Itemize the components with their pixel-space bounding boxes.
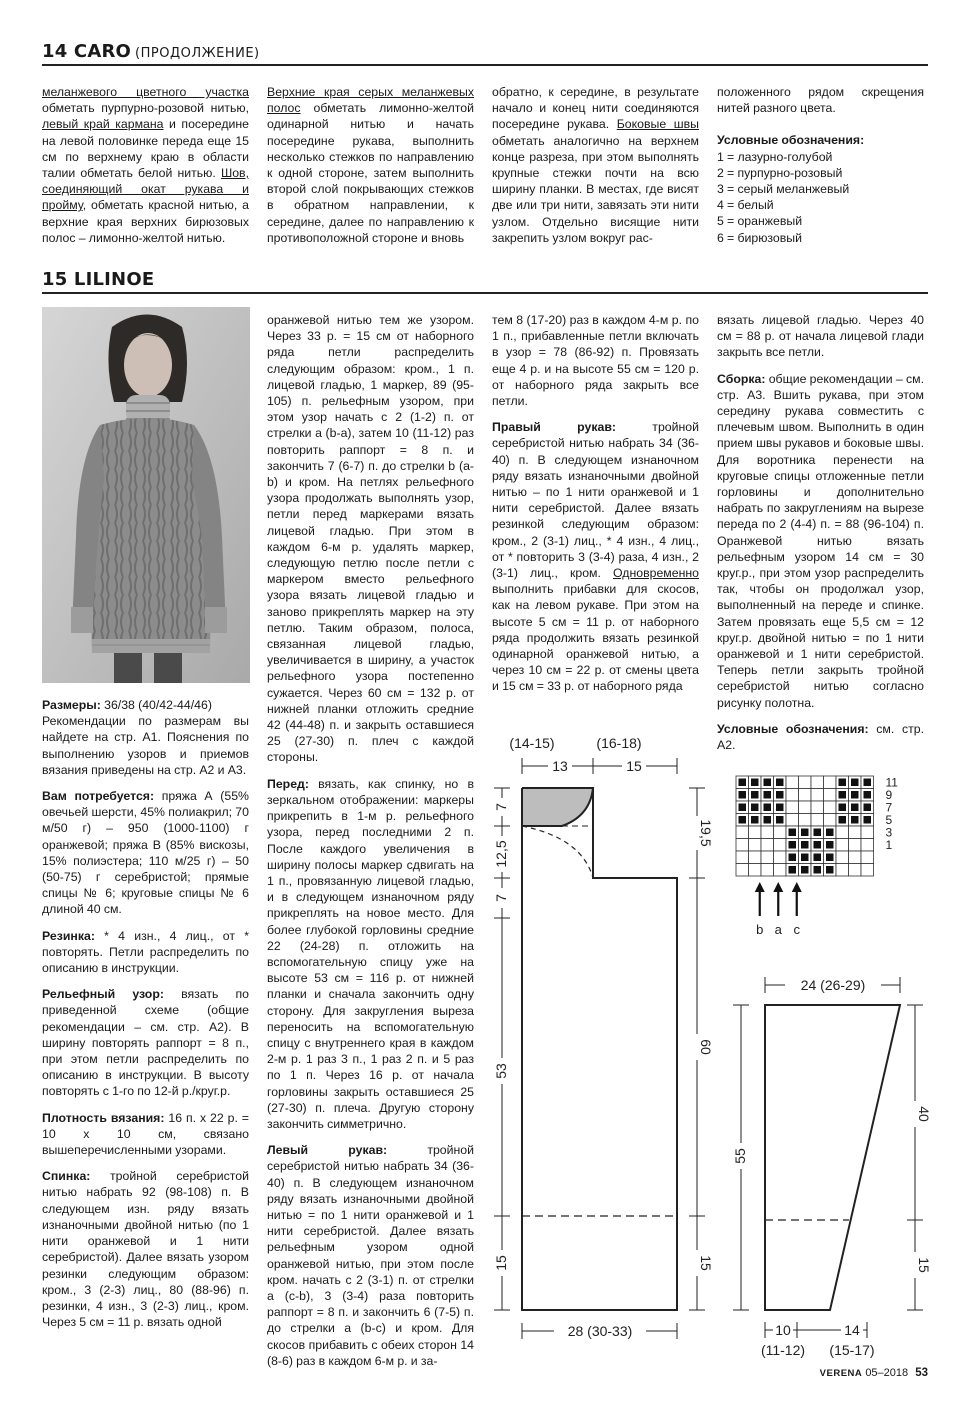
chart-cell [774,864,787,877]
chart-row-number: 11 [885,775,898,790]
chart-cell [836,864,849,877]
right-sleeve-label: Правый рукав: [492,420,616,435]
right-sleeve-text-1: тройной серебристой нитью набрать 34 (36-40) п. В следующем изнаночном ряду вязать изнаночными двойной нитью – по 1 нити оранжевой и 1 нити серебристой. Далее вязать резинкой следующим образом: кром., 2 (3-1) лиц., * 4 изн., 4 лиц., от * повторить 3 (3-4) раза, 4 изн., 2 (3-1) лиц., кром. [492,420,699,581]
chart-cell [849,826,862,839]
sleeve-schematic [727,965,932,1365]
chart-arrow-head [773,882,783,892]
left-sleeve-text: тройной серебристой нитью набрать 34 (36-40) п. В следующем изнаночном ряду вязать изнаночными двойной нитью = по 1 нити оранжевой и 1 нити серебристой. Далее вязать рельефным узором одной оранжевой нитью, при этом после кром. начать с 2 (3-1) п. от стрелки a (c-b), 3 (3-4) раза повторить раппорт = 8 п. и закончить 6 (7-5) п. до стрелки a (b-c) и кром. Для скосов прибавить с обеих сторон 14 (8-6) раз в каждом 6-м р. и за- [267,1143,474,1368]
chart-stitch-mark [776,816,784,824]
chart-cell [799,789,812,802]
chart-stitch-mark [739,804,747,812]
chart-row-number: 1 [885,838,893,852]
sleeve-b10-label: 10 [775,1322,791,1338]
chart-stitch-mark [814,854,822,862]
chart-cell [811,814,824,827]
body-h7-mid-label: 7 [493,894,509,902]
chart-stitch-mark [764,791,772,799]
chart-cell [836,839,849,852]
density-label: Плотность вязания: [42,1110,165,1125]
back-text: тройной серебристой нитью набрать 92 (98-108) п. В следующем изн. ряду вязать изнаночными двойной нитью (по 1 нити оранжевой и 1 нити серебристой). Далее вязать узором резинки следующим образом: кром., 3 (2-3) лиц., 80 (88-96) п. резинки, 4 изн., 3 (2-3) лиц., кром. Через 5 см = 11 р. вязать одной [42,1169,249,1330]
model-photo [42,307,250,683]
sizes-text: Рекомендации по размерам вы найдете на стр. А1. Пояснения по выполнению узоров и приемов вязания приведены на стр. А2 и А3. [42,714,249,777]
s14-legend-item: 6 = бирюзовый [717,230,803,245]
chart-stitch-mark [751,779,759,787]
model-photo-image [42,307,250,683]
s14-col-2 [267,84,474,246]
chart-cell [836,826,849,839]
section-14-name: CARO [73,41,132,62]
chart-cell [824,801,837,814]
s15-col-4 [717,312,924,763]
s14-c1-t2: и посередине на левой половинке переда еще 15 см по верхнему краю в области талии обметать белой нитью. [42,117,249,181]
materials-text: пряжа А (55% овечьей шерсти, 45% полиакрил; 70 м/50 г) – 950 (1000-1100) г оранжевой; пряжа В (85% вискозы, 15% полиэстера; 110 м/25 г) – 50 (50-75) г серебристой; прямые спицы № 6; круговые спицы № 6 длиной 40 см. [42,789,249,917]
chart-stitch-mark [776,779,784,787]
chart-stitch-mark [739,791,747,799]
body-h60-label: 60 [698,1039,714,1055]
chart-cell [761,851,774,864]
chart-stitch-mark [864,804,872,812]
s14-legend-item: 2 = пурпурно-розовый [717,165,843,180]
s14-c4-t1: положенного рядом скрещения нитей разного цвета. [717,85,924,116]
sleeve-b10-sizes-label: (11-12) [760,1342,806,1358]
section-15-header [42,268,928,294]
s15-col-2 [267,312,474,1379]
chart-stitch-mark [801,829,809,837]
chart-arrow-label: a [774,922,782,937]
density-text: 16 п. х 22 р. = 10 х 10 см, связано вышеперечисленными узорами. [42,1110,249,1158]
chart-cell [749,826,762,839]
right-sleeve-text-2: выполнить прибавки для скосов, как на левом рукаве. При этом на высоте 5 см = 11 р. от наборного ряда продолжить вязать резинкой одинарной оранжевой нитью, а через 10 см = 22 р. от смены цвета и 15 см = 33 р. от наборного ряда [492,582,699,694]
chart-cell [799,814,812,827]
s15-col-1 [42,697,249,1340]
s14-c3-t1: обратно, к середине, в результате начало и конец нити соединяются посередине рукава. [492,85,699,132]
section-15-name: LILINOE [73,269,155,290]
chart-stitch-mark [789,841,797,849]
section-15-number: 15 [42,269,68,290]
sleeve-top-label: 24 (26-29) [800,977,866,993]
chart-grid [736,776,874,876]
sleeve-h40-label: 40 [916,1106,932,1122]
body-top-a-label: (14-15) [509,735,555,751]
chart-cell [749,851,762,864]
s14-c2-t1: обметать лимонно-желтой одинарной нитью и начать посередине рукава, выполнить несколько стежков по направлению к одной стороне, затем выполнить второй слой покрывающих стежков в обратном направлении, к середине, далее по направлению к противоположной стороне и вновь [267,101,474,245]
assembly-text: общие рекомендации – см. стр. А3. Вшить рукава, при этом середину рукава совместить с плечевым швом. Выполнить в один прием швы рукавов и боковые швы. Для воротника перенести на круговые спицы отложенные петли горловины и дополнительно набрать по закруглениям на вырезе переда по 2 (4-4) п. = 88 (96-104) п. Оранжевой нитью вязать рельефным узором 14 см = 30 круг.р., при этом узор распределить так, чтобы он продолжал узор, выполненный на переде и спинке. Затем провязать еще 5,5 см = 12 круг.р. двойной нитью = по 1 нити оранжевой и 1 нити серебристой. Теперь петли закрыть тройной серебристой нитью согласно рисунку полотна. [717,371,924,710]
chart-stitch-mark [814,841,822,849]
chart-cell [836,851,849,864]
chart-cell [736,851,749,864]
body-outline [522,788,677,1310]
chart-row-numbers [886,776,899,853]
chart-stitch-mark [801,841,809,849]
chart-cell [786,814,799,827]
chart-cell [861,864,874,877]
chart-stitch-mark [839,791,847,799]
relief-text: вязать по приведенной схеме (общие рекомендации – см. стр. А2). В ширину повторять раппорт = 8 п., при этом петли распределить по описанию в инструкции. В высоту повторять с 1-го по 12-й р./круг.р. [42,987,250,1099]
s14-c1-u1: меланжевого цветного участка [42,85,249,99]
chart-stitch-mark [851,816,859,824]
chart-cell [736,839,749,852]
chart-stitch-mark [864,816,872,824]
chart-stitch-mark [839,816,847,824]
chart-cell [824,814,837,827]
chart-stitch-mark [776,804,784,812]
front-label: Перед: [267,776,309,791]
s14-col-3 [492,84,699,246]
chart-stitch-mark [764,779,772,787]
relief-label: Рельефный узор: [42,987,164,1002]
sizes-value: 36/38 (40/42-44/46) [100,698,212,712]
chart-stitch-mark [826,854,834,862]
chart-cell [774,851,787,864]
chart-stitch-mark [826,841,834,849]
chart-stitch-mark [814,866,822,874]
chart-stitch-mark [751,791,759,799]
chart-cell [749,839,762,852]
chart-stitch-mark [851,779,859,787]
s14-legend-item: 5 = оранжевый [717,214,803,229]
right-sleeve-continued-text: вязать лицевой гладью. Через 40 см = 88 р. от начала лицевой глади закрыть все петли. [717,313,924,360]
chart-cell [824,789,837,802]
back-continued-text: оранжевой нитью тем же узором. Через 33 р. = 15 см от наборного ряда петли распределить следующим образом: кром., 1 п. лицевой гладью, 1 маркер, 89 (95-105) п. рельефным узором, при этом узор начать с 2 (1-2) п. от стрелки a (b-a), затем 10 (11-12) раз повторить раппорт = 8 п. и закончить 7 (6-7) п. до стрелки b (a-b) и кром. На петлях рельефного узора продолжать выполнять узор, петли перед маркерами вязать лицевой гладью. При этом в каждом 6-м р. удалять маркер, следующую петлю после петли с маркером вместо рельефного узора вязать лицевой гладью и заново прикреплять маркер на эту петлю. Таким образом, полоса, связанная лицевой гладью, увеличивается в ширину, а участок рельефного узора постепенно сужается. Через 60 см = 132 р. от нижней планки отложить средние 42 (44-48) п. и закрыть оставшиеся 25 (27-30) п. плеч с каждой стороны. [267,313,474,765]
chart-arrow-head [755,882,765,892]
chart-stitch-mark [751,804,759,812]
chart-cell [774,839,787,852]
body-bottom-width-label: 28 (30-33) [567,1323,633,1339]
chart-cell [736,864,749,877]
s14-c1-t3: , обметать красной нитью, а верхние края верхних бирюзовых полос – лимонно-желтой нитью. [42,198,249,245]
chart-cell [749,864,762,877]
sleeve-outline [765,1005,900,1310]
section-14-title [42,41,260,62]
chart-stitch-mark [764,804,772,812]
chart-arrow-label: c [793,922,800,937]
chart-cell [786,789,799,802]
section-14-number: 14 [42,41,68,62]
back-label: Спинка: [42,1169,91,1184]
s14-c3-t2: обметать аналогично на верхнем конце разреза, при этом выполнять крупные стежки почти на всю ширину планки. В местах, где висят две или три нити, завязать эти нити узлом. Отдельно висящие нити закрепить узлом вокруг рас- [492,133,699,245]
chart-stitch-mark [826,866,834,874]
pattern-chart [730,770,920,945]
chart-stitch-mark [826,829,834,837]
chart-row-number: 3 [885,825,893,840]
assembly-label: Сборка: [717,371,766,386]
front-text: вязать, как спинку, но в зеркальном отображении: маркеры прикрепить в 1-м р. рельефного узора, перед последними 2 п. После каждого увеличения в ширину полосы маркер сдвигать на 1 п., провязанную лицевой гладью, и в следующем изнаночном ряду прикреплять на новое место. Для более глубокой горловины средние 22 (24-28) п. отложить на вспомогательную спицу уже на высоте 53 см = 116 р. от нижней планки и сначала закончить одну сторону. Для закругления выреза переносить на вспомогательную спицу с внутреннего края в каждом 2-м р. 1 раз 3 п., 1 раз 2 п. и 5 раз по 1 п. Через 16 р. от начала горловины закрыть оставшиеся 25 (27-30) п. плеча. Другую сторону закончить симметрично. [267,776,474,1131]
right-sleeve-underlined: Одновременно [612,566,700,581]
chart-stitch-mark [801,866,809,874]
s14-legend-title: Условные обозначения: [717,133,865,148]
chart-stitch-mark [814,829,822,837]
s14-legend-item: 1 = лазурно-голубой [717,149,833,164]
chart-cell [799,801,812,814]
s14-col-1 [42,84,249,246]
chart-cell [811,801,824,814]
chart-cell [799,776,812,789]
collar-area [522,788,593,826]
body-h53-label: 53 [493,1063,509,1079]
s14-c1-t1: обметать пурпурно-розовой нитью, [42,101,249,116]
s14-legend-item: 3 = серый меланжевый [717,182,850,197]
chart-cell [761,839,774,852]
chart-stitch-mark [764,816,772,824]
body-h15-right-label: 15 [698,1255,714,1271]
s14-c3-u1: Боковые швы [616,117,700,132]
chart-stitch-mark [739,816,747,824]
chart-cell [861,826,874,839]
chart-row-number: 7 [885,800,893,815]
chart-stitch-mark [864,779,872,787]
chart-stitch-mark [801,854,809,862]
chart-stitch-mark [839,804,847,812]
issue-number: 05–2018 [865,1367,909,1379]
chart-stitch-mark [851,804,859,812]
legend-label: Условные обозначения: [717,721,869,736]
chart-cell [811,789,824,802]
chart-row-number: 9 [885,788,893,802]
chart-arrows [755,882,802,937]
chart-cell [761,826,774,839]
chart-cell [774,826,787,839]
chart-stitch-mark [789,829,797,837]
chart-cell [786,776,799,789]
chart-stitch-mark [789,854,797,862]
page-number: 53 [915,1367,928,1379]
body-top-b-label: (16-18) [596,735,642,751]
chart-row-number: 5 [885,813,893,827]
chart-cell [861,851,874,864]
s14-c1-u3: Шов, соединяющий окат рукава и пройму [42,166,249,213]
body-h125-label: 12,5 [493,840,509,868]
body-h7-top-label: 7 [493,803,509,811]
section-14-header [42,40,928,66]
body-width-15-label: 15 [626,758,642,774]
sleeve-b14-sizes-label: (15-17) [829,1342,875,1358]
s14-col-4 [717,84,924,246]
body-width-13-label: 13 [552,758,568,774]
brand-name: VERENA [819,1368,863,1379]
chart-cell [861,839,874,852]
chart-cell [849,839,862,852]
legend-text: см. стр. А2. [717,721,924,753]
s15-col-3 [492,312,699,705]
chart-cell [811,776,824,789]
s14-legend-item: 4 = белый [717,198,774,213]
rib-label: Резинка: [42,928,95,943]
body-h15-left-label: 15 [493,1255,509,1271]
sleeve-h15-label: 15 [916,1257,932,1273]
left-sleeve-continued-text: тем 8 (17-20) раз в каждом 4-м р. по 1 п., прибавленные петли включать в узор = 78 (86-92) п. Провязать еще 4 р. и на высоте 55 см = 120 р. от наборного ряда закрыть все петли. [492,313,699,409]
chart-arrow-head [792,882,802,892]
sleeve-b14-label: 14 [844,1322,860,1338]
s14-c2-u1: Верхние края серых меланжевых полос [267,85,474,116]
chart-cell [761,864,774,877]
materials-label: Вам потребуется: [42,789,155,804]
chart-stitch-mark [789,866,797,874]
chart-cell [849,864,862,877]
page-footer [820,1367,928,1379]
chart-stitch-mark [739,779,747,787]
section-15-title [42,269,154,290]
chart-cell [849,851,862,864]
chart-stitch-mark [751,816,759,824]
chart-stitch-mark [864,791,872,799]
chart-stitch-mark [851,791,859,799]
chart-cell [736,826,749,839]
sleeve-h55-label: 55 [732,1148,748,1164]
chart-stitch-mark [839,779,847,787]
s14-c1-u2: левый край кармана [42,117,164,132]
chart-arrow-label: b [756,922,764,937]
body-h195-label: 19,5 [698,819,714,847]
left-sleeve-label: Левый рукав: [267,1143,388,1158]
chart-cell [824,776,837,789]
rib-text: * 4 изн., 4 лиц., от * повторять. Петли распределить по описанию в инструкции. [42,928,249,976]
sizes-label: Размеры: [42,698,101,712]
section-14-subtitle: (ПРОДОЛЖЕНИЕ) [135,46,260,61]
chart-cell [786,801,799,814]
chart-stitch-mark [776,791,784,799]
body-schematic [482,728,712,1368]
